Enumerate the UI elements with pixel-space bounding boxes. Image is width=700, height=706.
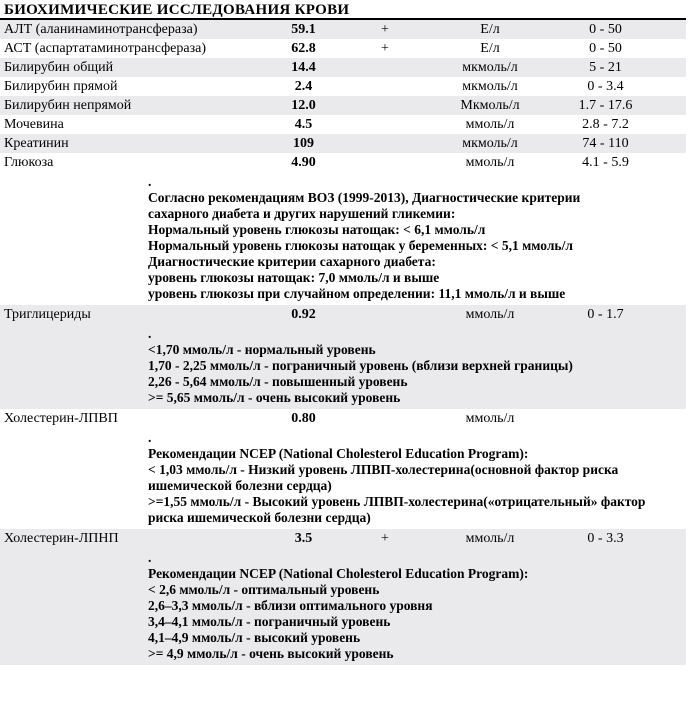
test-unit: Мкмоль/л bbox=[460, 98, 520, 113]
abnormal-flag: + bbox=[381, 531, 389, 546]
comment-line: 4,1–4,9 ммоль/л - высокий уровень bbox=[148, 630, 361, 645]
comment-line: . bbox=[148, 430, 152, 445]
test-comment bbox=[148, 548, 626, 665]
comment-line: >= 5,65 ммоль/л - очень высокий уровень bbox=[148, 390, 401, 405]
comment-line: ишемической болезни сердца) bbox=[148, 478, 332, 493]
test-unit: мкмоль/л bbox=[462, 60, 518, 75]
test-table bbox=[0, 20, 700, 665]
reference-range: 5 - 21 bbox=[589, 60, 622, 75]
test-unit: Е/л bbox=[480, 22, 500, 37]
test-block bbox=[0, 305, 686, 409]
test-unit: ммоль/л bbox=[465, 117, 515, 132]
test-block bbox=[0, 20, 686, 39]
test-name: АСТ (аспартатаминотрансфераза) bbox=[4, 41, 207, 56]
reference-range: 0 - 50 bbox=[589, 22, 622, 37]
test-row bbox=[0, 305, 686, 324]
test-name: Холестерин-ЛПВП bbox=[4, 411, 118, 426]
test-block bbox=[0, 115, 686, 134]
comment-line: Нормальный уровень глюкозы натощак: < 6,1 ммоль/л bbox=[148, 222, 486, 237]
test-row bbox=[0, 134, 686, 153]
comment-line: . bbox=[148, 174, 152, 189]
test-row bbox=[0, 153, 686, 172]
test-name: Триглицериды bbox=[4, 307, 91, 322]
test-unit: ммоль/л bbox=[465, 531, 515, 546]
test-value: 109 bbox=[293, 136, 314, 151]
comment-line: сахарного диабета и других нарушений гликемии: bbox=[148, 206, 456, 221]
comment-line: уровень глюкозы натощак: 7,0 ммоль/л и выше bbox=[148, 270, 440, 285]
comment-line: 1,70 - 2,25 ммоль/л - пограничный уровень (вблизи верхней границы) bbox=[148, 358, 573, 373]
reference-range: 0 - 3.3 bbox=[587, 531, 624, 546]
comment-line: 2,26 - 5,64 ммоль/л - повышенный уровень bbox=[148, 374, 408, 389]
test-row bbox=[0, 529, 686, 548]
comment-line: Диагностические критерии сахарного диабета: bbox=[148, 254, 436, 269]
reference-range: 0 - 3.4 bbox=[587, 79, 624, 94]
test-value: 12.0 bbox=[291, 98, 316, 113]
test-value: 0.92 bbox=[291, 307, 316, 322]
test-comment bbox=[148, 324, 626, 409]
comment-line: < 2,6 ммоль/л - оптимальный уровень bbox=[148, 582, 380, 597]
reference-range: 4.1 - 5.9 bbox=[582, 155, 629, 170]
test-unit: мкмоль/л bbox=[462, 136, 518, 151]
comment-line: Рекомендации NCEP (National Cholesterol Education Program): bbox=[148, 566, 529, 581]
test-block bbox=[0, 39, 686, 58]
test-row bbox=[0, 77, 686, 96]
test-unit: ммоль/л bbox=[465, 155, 515, 170]
reference-range: 1.7 - 17.6 bbox=[578, 98, 633, 113]
test-value: 2.4 bbox=[294, 79, 313, 94]
comment-line: . bbox=[148, 550, 152, 565]
test-row bbox=[0, 115, 686, 134]
comment-line: 2,6–3,3 ммоль/л - вблизи оптимального уровня bbox=[148, 598, 433, 613]
test-unit: Е/л bbox=[480, 41, 500, 56]
test-row bbox=[0, 39, 686, 58]
comment-line: >= 4,9 ммоль/л - очень высокий уровень bbox=[148, 646, 394, 661]
test-name: АЛТ (аланинаминотрансфераза) bbox=[4, 22, 198, 37]
comment-line: . bbox=[148, 326, 152, 341]
test-value: 14.4 bbox=[291, 60, 316, 75]
comment-line: Рекомендации NCEP (National Cholesterol Education Program): bbox=[148, 446, 529, 461]
test-value: 4.5 bbox=[294, 117, 313, 132]
abnormal-flag: + bbox=[381, 22, 389, 37]
reference-range: 0 - 50 bbox=[589, 41, 622, 56]
test-value: 59.1 bbox=[291, 22, 316, 37]
comment-line: риска ишемической болезни сердца) bbox=[148, 510, 371, 525]
comment-line: 3,4–4,1 ммоль/л - пограничный уровень bbox=[148, 614, 391, 629]
test-unit: ммоль/л bbox=[465, 307, 515, 322]
test-row bbox=[0, 409, 686, 428]
test-name: Билирубин прямой bbox=[4, 79, 118, 94]
report-section-title: БИОХИМИЧЕСКИЕ ИССЛЕДОВАНИЯ КРОВИ bbox=[4, 2, 350, 18]
test-name: Билирубин непрямой bbox=[4, 98, 132, 113]
abnormal-flag: + bbox=[381, 41, 389, 56]
test-name: Мочевина bbox=[4, 117, 64, 132]
test-name: Креатинин bbox=[4, 136, 69, 151]
test-block bbox=[0, 153, 686, 305]
test-value: 0.80 bbox=[291, 411, 316, 426]
test-unit: мкмоль/л bbox=[462, 79, 518, 94]
test-name: Холестерин-ЛПНП bbox=[4, 531, 119, 546]
comment-line: >=1,55 ммоль/л - Высокий уровень ЛПВП-холестерина(«отрицательный» фактор bbox=[148, 494, 646, 509]
test-block bbox=[0, 96, 686, 115]
reference-range: 74 - 110 bbox=[582, 136, 629, 151]
comment-line: Нормальный уровень глюкозы натощак у беременных: < 5,1 ммоль/л bbox=[148, 238, 573, 253]
reference-range: 2.8 - 7.2 bbox=[582, 117, 629, 132]
test-block bbox=[0, 529, 686, 665]
test-name: Билирубин общий bbox=[4, 60, 114, 75]
comment-line: <1,70 ммоль/л - нормальный уровень bbox=[148, 342, 376, 357]
test-row bbox=[0, 20, 686, 39]
comment-line: уровень глюкозы при случайном определении: 11,1 ммоль/л и выше bbox=[148, 286, 566, 301]
reference-range: 0 - 1.7 bbox=[587, 307, 624, 322]
test-row bbox=[0, 96, 686, 115]
test-block bbox=[0, 77, 686, 96]
test-value: 3.5 bbox=[294, 531, 313, 546]
test-comment bbox=[148, 172, 626, 305]
test-block bbox=[0, 409, 686, 529]
test-value: 4.90 bbox=[291, 155, 316, 170]
test-block bbox=[0, 134, 686, 153]
test-name: Глюкоза bbox=[4, 155, 54, 170]
test-row bbox=[0, 58, 686, 77]
test-unit: ммоль/л bbox=[465, 411, 515, 426]
test-comment bbox=[148, 428, 646, 529]
comment-line: Согласно рекомендациям ВОЗ (1999-2013), Диагностические критерии bbox=[148, 190, 581, 205]
comment-line: < 1,03 ммоль/л - Низкий уровень ЛПВП-холестерина(основной фактор риска bbox=[148, 462, 619, 477]
test-block bbox=[0, 58, 686, 77]
test-value: 62.8 bbox=[291, 41, 316, 56]
